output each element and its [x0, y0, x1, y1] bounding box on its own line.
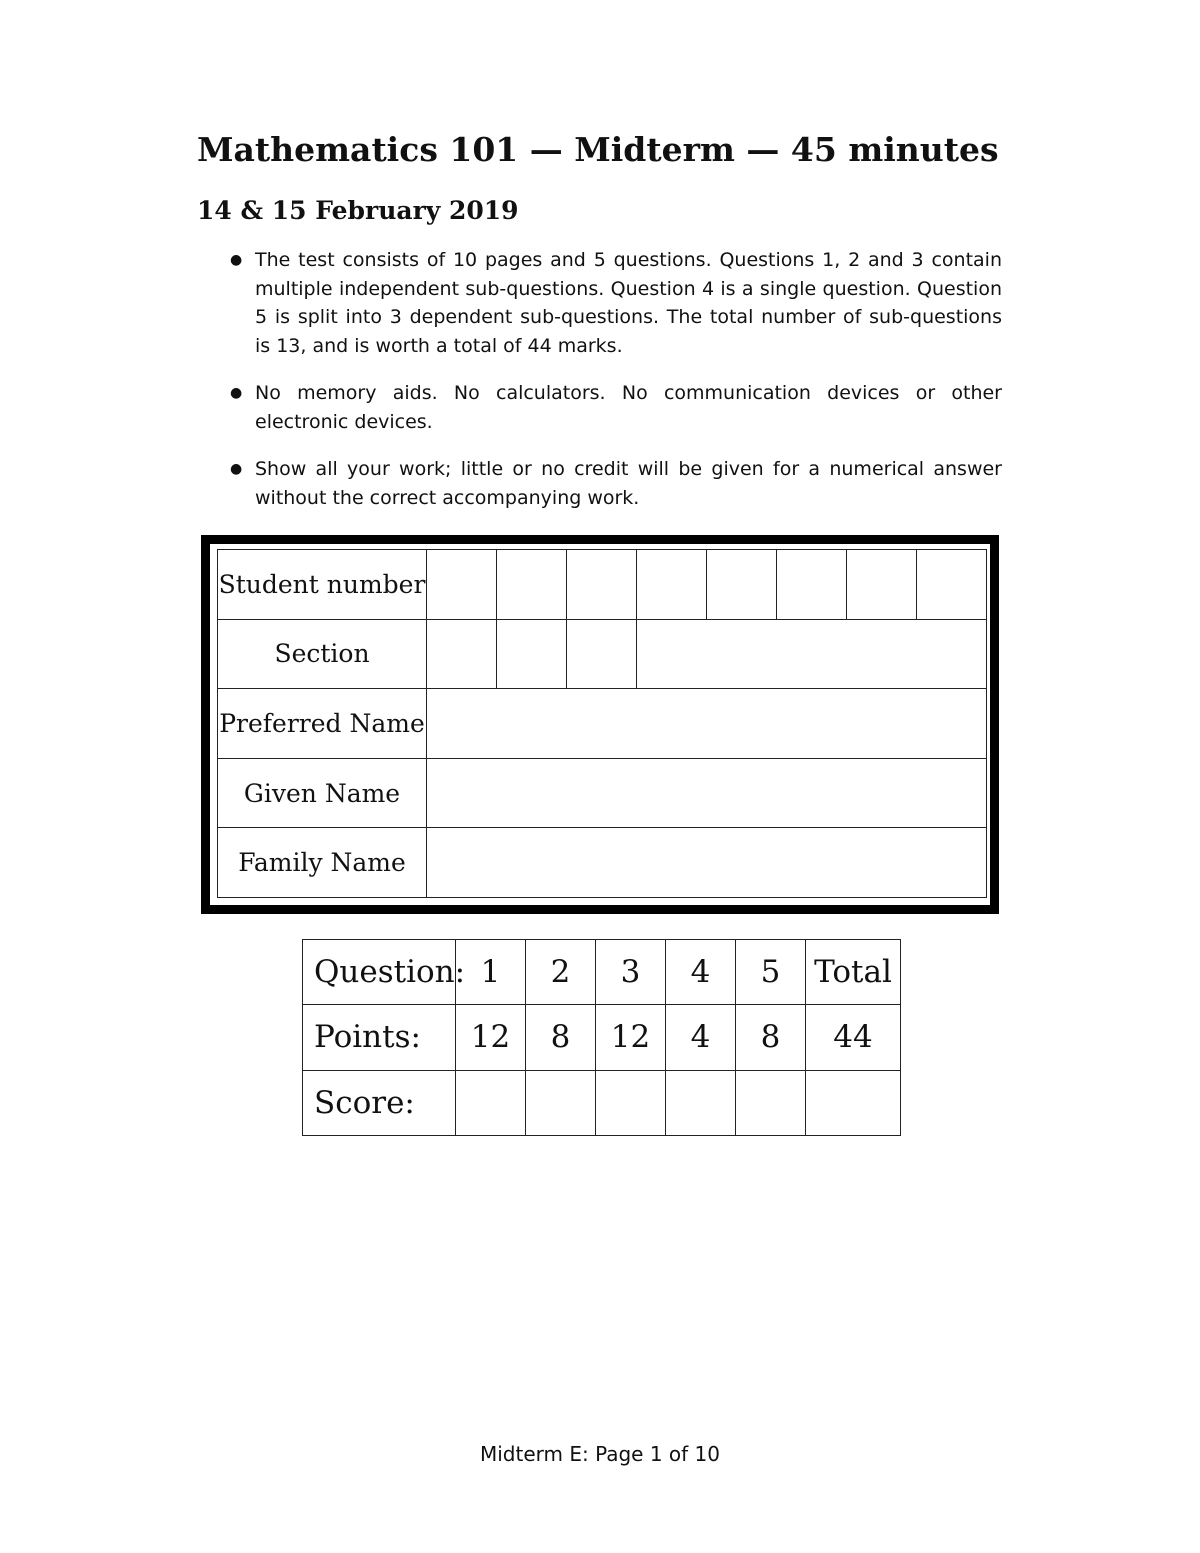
- student-number-digit-box[interactable]: [637, 550, 707, 620]
- student-number-digit-box[interactable]: [777, 550, 847, 620]
- score-box[interactable]: [526, 1070, 596, 1135]
- section-row: [218, 619, 987, 689]
- student-number-digit-box[interactable]: [847, 550, 917, 620]
- section-digit-box[interactable]: [427, 619, 497, 689]
- points-value: 12: [456, 1005, 526, 1070]
- given-name-row: [218, 758, 987, 828]
- given-name-label: Given Name: [218, 758, 427, 828]
- exam-date: 14 & 15 February 2019: [197, 196, 519, 225]
- preferred-name-row: [218, 689, 987, 759]
- question-row: [303, 940, 901, 1005]
- points-value: 4: [666, 1005, 736, 1070]
- student-number-row: [218, 550, 987, 620]
- section-label: Section: [218, 619, 427, 689]
- score-row-label: Score:: [303, 1070, 456, 1135]
- question-number: 5: [736, 940, 806, 1005]
- question-number: 4: [666, 940, 736, 1005]
- instruction-text: No memory aids. No calculators. No communication devices or other electronic devices.: [255, 382, 1002, 433]
- student-number-digit-box[interactable]: [917, 550, 987, 620]
- given-name-field[interactable]: [427, 758, 987, 828]
- points-row: [303, 1005, 901, 1070]
- family-name-label: Family Name: [218, 828, 427, 898]
- student-number-digit-box[interactable]: [567, 550, 637, 620]
- instruction-text: Show all your work; little or no credit will be given for a numerical answer without the correct accompanying work.: [255, 458, 1002, 509]
- family-name-field[interactable]: [427, 828, 987, 898]
- section-digit-box[interactable]: [497, 619, 567, 689]
- student-number-digit-box[interactable]: [497, 550, 567, 620]
- preferred-name-field[interactable]: [427, 689, 987, 759]
- question-row-label: Question:: [303, 940, 456, 1005]
- student-number-label: Student number: [218, 550, 427, 620]
- question-number: 3: [596, 940, 666, 1005]
- section-digit-box[interactable]: [567, 619, 637, 689]
- bullet-icon: ●: [230, 252, 243, 268]
- section-blank-area: [637, 619, 987, 689]
- score-row: [303, 1070, 901, 1135]
- instruction-item: [230, 246, 1002, 360]
- points-value: 8: [736, 1005, 806, 1070]
- family-name-row: [218, 828, 987, 898]
- points-value: 8: [526, 1005, 596, 1070]
- total-points-value: 44: [806, 1005, 901, 1070]
- bullet-icon: ●: [230, 461, 243, 477]
- instruction-item: [230, 455, 1002, 512]
- score-box[interactable]: [596, 1070, 666, 1135]
- exam-title: Mathematics 101 — Midterm — 45 minutes: [197, 130, 999, 169]
- student-id-table: [217, 549, 987, 898]
- preferred-name-label: Preferred Name: [218, 689, 427, 759]
- page-footer: Midterm E: Page 1 of 10: [479, 1442, 721, 1466]
- bullet-icon: ●: [230, 385, 243, 401]
- student-number-digit-box[interactable]: [707, 550, 777, 620]
- score-table: [302, 939, 901, 1136]
- total-header: Total: [806, 940, 901, 1005]
- question-number: 1: [456, 940, 526, 1005]
- score-box[interactable]: [736, 1070, 806, 1135]
- question-number: 2: [526, 940, 596, 1005]
- instruction-item: [230, 379, 1002, 436]
- total-score-box[interactable]: [806, 1070, 901, 1135]
- points-value: 12: [596, 1005, 666, 1070]
- instruction-text: The test consists of 10 pages and 5 questions. Questions 1, 2 and 3 contain multiple independent sub-questions. Question 4 is a single question. Question 5 is split into 3 dependent sub-questions. The total number of sub-questions is 13, and is worth a total of 44 marks.: [255, 249, 1002, 357]
- score-box[interactable]: [666, 1070, 736, 1135]
- student-number-digit-box[interactable]: [427, 550, 497, 620]
- instructions-list: [230, 246, 1002, 531]
- points-row-label: Points:: [303, 1005, 456, 1070]
- score-box[interactable]: [456, 1070, 526, 1135]
